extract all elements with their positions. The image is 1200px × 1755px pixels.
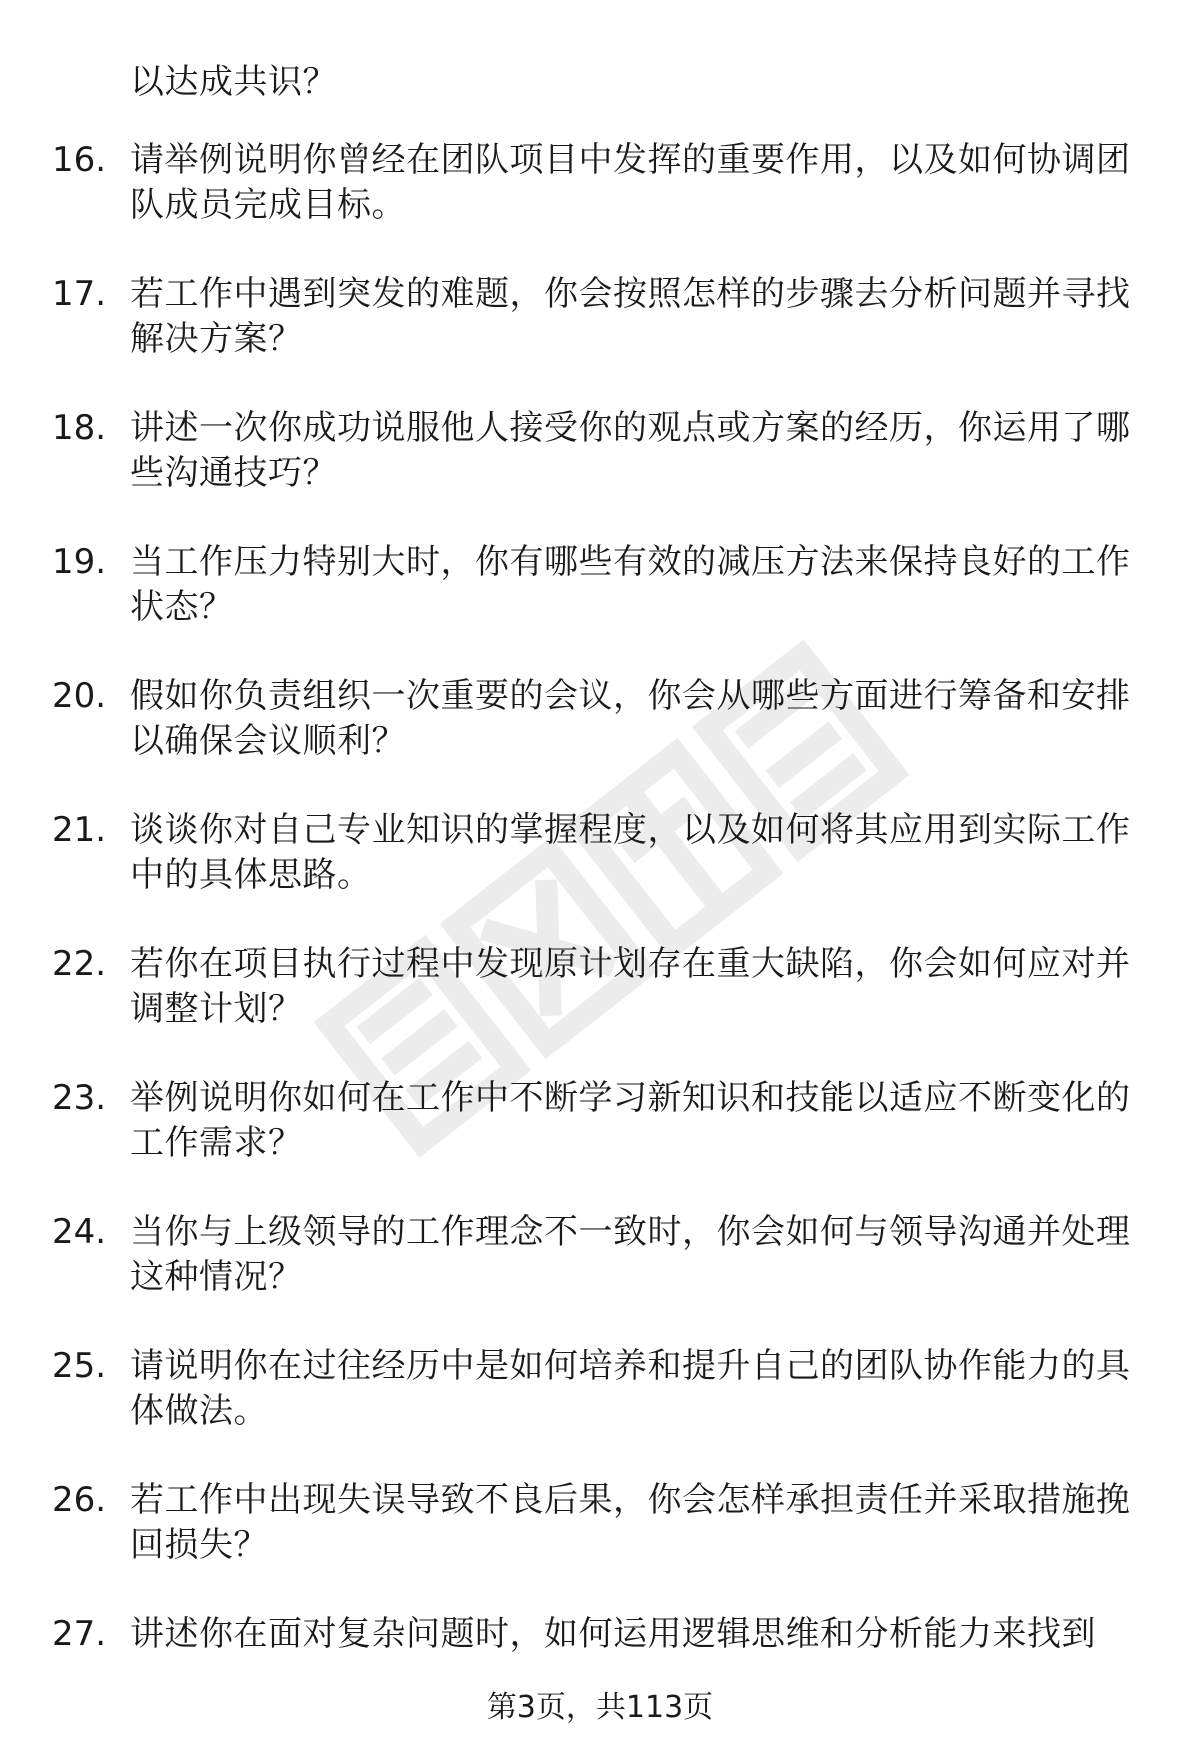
question-item	[0, 808, 1200, 898]
question-number: 22.	[52, 944, 107, 984]
continued-question-text: 以达成共识？	[130, 62, 337, 102]
question-number: 23.	[52, 1078, 107, 1118]
question-number: 24.	[52, 1212, 107, 1252]
question-text: 若你在项目执行过程中发现原计划存在重大缺陷，你会如何应对并调整计划？	[130, 944, 1131, 1029]
question-number: 26.	[52, 1480, 107, 1520]
question-number: 25.	[52, 1346, 107, 1386]
question-item	[0, 138, 1200, 228]
question-text: 举例说明你如何在工作中不断学习新知识和技能以适应不断变化的工作需求？	[130, 1078, 1131, 1163]
question-text: 假如你负责组织一次重要的会议，你会从哪些方面进行筹备和安排以确保会议顺利？	[130, 676, 1131, 761]
question-number: 27.	[52, 1614, 107, 1654]
question-item	[0, 272, 1200, 362]
question-text: 讲述你在面对复杂问题时，如何运用逻辑思维和分析能力来找到	[130, 1614, 1096, 1654]
question-item	[0, 1344, 1200, 1434]
question-item	[0, 1210, 1200, 1300]
question-number: 20.	[52, 676, 107, 716]
question-text: 请说明你在过往经历中是如何培养和提升自己的团队协作能力的具体做法。	[130, 1346, 1131, 1431]
question-item	[0, 406, 1200, 496]
question-text: 请举例说明你曾经在团队项目中发挥的重要作用，以及如何协调团队成员完成目标。	[130, 140, 1131, 225]
question-number: 18.	[52, 408, 107, 448]
question-item	[0, 942, 1200, 1032]
question-text: 若工作中遇到突发的难题，你会按照怎样的步骤去分析问题并寻找解决方案？	[130, 274, 1131, 359]
question-item	[0, 540, 1200, 630]
question-number: 17.	[52, 274, 107, 314]
question-item	[0, 1478, 1200, 1568]
question-text: 谈谈你对自己专业知识的掌握程度，以及如何将其应用到实际工作中的具体思路。	[130, 810, 1131, 895]
question-text: 若工作中出现失误导致不良后果，你会怎样承担责任并采取措施挽回损失？	[130, 1480, 1131, 1565]
question-text: 当工作压力特别大时，你有哪些有效的减压方法来保持良好的工作状态？	[130, 542, 1131, 627]
question-text: 讲述一次你成功说服他人接受你的观点或方案的经历，你运用了哪些沟通技巧？	[130, 408, 1131, 493]
question-text: 当你与上级领导的工作理念不一致时，你会如何与领导沟通并处理这种情况？	[130, 1212, 1131, 1297]
page-number-footer: 第3页，共113页	[486, 1690, 714, 1725]
question-number: 21.	[52, 810, 107, 850]
question-list	[0, 138, 1200, 1746]
question-item	[0, 1076, 1200, 1166]
question-item	[0, 674, 1200, 764]
question-number: 19.	[52, 542, 107, 582]
question-number: 16.	[52, 140, 107, 180]
